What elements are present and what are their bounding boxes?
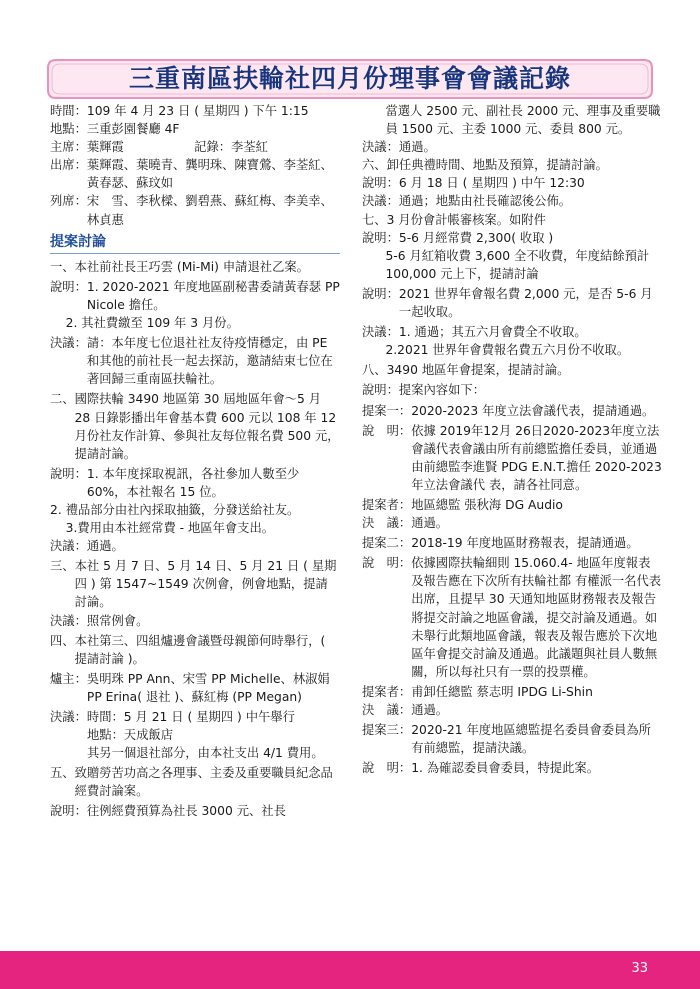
info-text: 葉輝霞、葉曉青、龔明珠、陳寶鶯、李荃紅、黃春瑟、蘇玟如 (86, 158, 333, 191)
item-label: 提案者： (362, 684, 412, 699)
item-label: 四、 (50, 633, 75, 648)
info-label: 主席： (50, 140, 87, 155)
item-text: 地點：天成飯店 (87, 728, 174, 743)
item-label: 說明： (362, 286, 399, 301)
item-text: 3.費用由本社經常費 - 地區年會支出。 (50, 521, 275, 536)
agenda-item (362, 701, 662, 719)
item-text: 卸任典禮時間、地點及預算，提請討論。 (386, 158, 608, 173)
info-row (50, 192, 340, 228)
left-column (50, 102, 340, 821)
agenda-item (362, 102, 662, 138)
section-heading: 提案討論 (50, 233, 340, 254)
agenda-item (362, 381, 662, 399)
info-row (50, 138, 340, 156)
footer-bar (0, 951, 700, 989)
item-label: 八、 (362, 363, 387, 378)
item-label: 決議： (50, 613, 87, 628)
agenda-item (362, 402, 662, 420)
agenda-item (50, 744, 340, 762)
item-text: 依據 2019年12月 26日2020-2023年度立法會議代表會議由所有前總監擔任委員，並通過由前總監李進賢 PDG E.N.T.擔任 2020-2023年立法會議代 表，請各社同意。 (411, 423, 662, 492)
item-text: 1. 為確認委員會委員，特提此案。 (411, 761, 600, 776)
item-label: 六、 (362, 158, 387, 173)
item-label: 五、 (50, 766, 75, 781)
item-text: 6 月 18 日 ( 星期四 ) 中午 12:30 (398, 176, 585, 191)
item-label: 說明： (362, 383, 399, 398)
item-label (362, 102, 385, 138)
item-label: 七、 (362, 212, 387, 227)
item-text: 1. 本年度採取視訊，各社參加人數至少 60%，本社報名 15 位。 (86, 466, 300, 499)
title-banner (46, 58, 654, 100)
item-label: 說 明： (362, 761, 412, 776)
item-text: 請：本年度七位退社社友待疫情穩定，由 PE 和其他的前社長一起去探訪，邀請結束七位在著回歸三重南區扶輪社。 (86, 336, 333, 387)
agenda-item (50, 537, 340, 555)
item-label: 決議： (362, 194, 399, 209)
item-text: 依據國際扶輪細則 15.060.4- 地區年度報表及報告應在下次所有扶輪社都 有權派一名代表出席，且提早 30 天通知地區財務報表及報告將提交討論之地區會議，提交討論及通過。如未舉行此類地區會議，報表及報告應於下次地區年會提交討論及通過。此議題與社員人數無關，所以每社只有一票的投票權。 (411, 556, 662, 679)
info-label: 出席： (50, 158, 87, 173)
item-text: 往例經費預算為社長 3000 元、社長 (86, 804, 286, 819)
agenda-item (362, 156, 662, 174)
item-label: 二、 (50, 392, 75, 407)
agenda-item (362, 514, 662, 532)
item-label: 三、 (50, 559, 75, 574)
agenda-item (50, 314, 340, 332)
item-text: 5-6 月紅箱收費 3,600 全不收費，年度結餘預計 100,000 元上下，提請討論 (385, 248, 650, 281)
item-text: 致贈勞苦功高之各理事、主委及重要職員紀念品經費討論案。 (74, 766, 333, 799)
item-text: 5-6 月經常費 2,300( 收取 ) (398, 230, 554, 245)
item-text: 本社前社長王巧雲 (Mi-Mi) 申請退社乙案。 (74, 259, 309, 274)
agenda-item (362, 323, 662, 341)
item-text: 通過；地點由社長確認後公佈。 (398, 194, 572, 209)
agenda-item (362, 422, 662, 494)
agenda-item (362, 138, 662, 156)
item-text: 吳明珠 PP Ann、宋雪 PP Michelle、林淑娟 PP Erina( 退社 )、蘇紅梅 (PP Megan) (86, 671, 330, 704)
item-text: 通過。 (411, 516, 449, 531)
item-label: 說明： (50, 466, 87, 481)
right-column (362, 102, 662, 777)
item-text: 2021 世界年會報名費 2,000 元，是否 5-6 月一起收取。 (398, 286, 653, 320)
agenda-item (362, 496, 662, 514)
agenda-item (362, 554, 662, 681)
info-label: 地點： (50, 122, 87, 137)
item-text: 地區總監 張秋海 DG Audio (411, 497, 563, 512)
item-label: 說明： (50, 804, 87, 819)
item-label: 決 議： (362, 703, 412, 717)
item-text: 當選人 2500 元、副社長 2000 元、理事及重要職員 1500 元、主委 1000 元、委員 800 元。 (385, 104, 661, 137)
info-label: 列席： (50, 194, 87, 209)
item-label: 提案一： (362, 403, 412, 418)
item-label: 提案二： (362, 536, 412, 551)
item-text: 2.2021 世界年會費報名費五六月份不收取。 (385, 343, 630, 358)
info-label: 時間： (50, 104, 87, 118)
item-text: 通過。 (86, 539, 124, 554)
item-label: 說明： (362, 230, 399, 245)
item-label: 決議： (362, 140, 399, 155)
item-label: 決 議： (362, 516, 412, 531)
agenda-item (362, 721, 662, 757)
item-text: 通過。 (398, 140, 436, 155)
item-text: 2. 其社費繳至 109 年 3 月份。 (50, 316, 239, 331)
item-label: 決議： (362, 325, 399, 340)
info-row (50, 120, 340, 138)
agenda-item (50, 670, 340, 706)
agenda-item (50, 334, 340, 388)
agenda-item (362, 247, 662, 283)
item-label: 一、 (50, 259, 75, 274)
item-text: 通過。 (411, 703, 449, 717)
item-text: 2018-19 年度地區財務報表，提請通過。 (411, 536, 639, 551)
agenda-item (50, 612, 340, 630)
item-text: 1. 2020-2021 年度地區副秘書委請黃春瑟 PP Nicole 擔任。 (86, 279, 340, 312)
info-text: 葉輝霞 記錄：李荃紅 (86, 140, 268, 155)
agenda-item (362, 341, 662, 359)
info-row (50, 102, 340, 120)
item-text: 提案內容如下： (398, 383, 485, 398)
item-label: 說 明： (362, 423, 412, 438)
agenda-item (50, 557, 340, 611)
agenda-item (50, 726, 340, 744)
agenda-item (362, 534, 662, 552)
agenda-item (362, 192, 662, 210)
item-label: 決議： (50, 539, 87, 554)
agenda-item (50, 708, 340, 726)
item-text: 照常例會。 (86, 613, 149, 628)
item-text: 本社 5 月 7 日、5 月 14 日、5 月 21 日 ( 星期四 ) 第 1547~1549 次例會，例會地點，提請討論。 (74, 559, 337, 610)
agenda-item (362, 683, 662, 701)
agenda-item (50, 632, 340, 668)
agenda-item (362, 229, 662, 247)
agenda-item (50, 764, 340, 800)
info-row (50, 156, 340, 192)
page-number: 33 (631, 961, 648, 976)
item-text: 國際扶輪 3490 地區第 30 屆地區年會～5 月 28 日錄影播出年會基本費 600 元以 108 年 12 月份社友作計算、參與社友每位報名費 500 元，提請討論。 (74, 392, 340, 461)
item-label: 決議： (50, 336, 87, 351)
item-text: 2. 禮品部分由社內採取抽籤，分發送給社友。 (50, 502, 300, 517)
item-label: 決議： (50, 710, 87, 724)
page-title: 三重南區扶輪社四月份理事會會議記錄 (128, 64, 571, 93)
item-label (362, 247, 385, 283)
item-text: 1. 通過；其五六月會費全不收取。 (398, 325, 587, 340)
agenda-item (362, 211, 662, 229)
item-label: 說 明： (362, 556, 412, 571)
item-text: 時間：5 月 21 日 ( 星期四 ) 中午舉行 (86, 710, 295, 724)
item-text: 本社第三、四組爐邊會議暨母親節何時舉行，( 提請討論 )。 (74, 633, 326, 666)
agenda-item (50, 802, 340, 820)
item-label: 說明： (50, 279, 87, 294)
item-label (362, 341, 385, 359)
agenda-item (50, 501, 340, 519)
agenda-item (50, 519, 340, 537)
item-label: 提案者： (362, 497, 412, 512)
agenda-item (362, 174, 662, 192)
agenda-item (50, 278, 340, 314)
agenda-item (50, 390, 340, 462)
info-text: 三重彭園餐廳 4F (86, 122, 180, 137)
agenda-item (362, 759, 662, 777)
agenda-item (50, 465, 340, 501)
agenda-item (362, 285, 662, 321)
info-text: 宋 雪、李秋樑、劉碧燕、蘇紅梅、李美幸、林貞惠 (86, 194, 333, 227)
agenda-item (362, 361, 662, 379)
item-text: 甫卸任總監 蔡志明 IPDG Li-Shin (411, 684, 593, 699)
info-text: 109 年 4 月 23 日 ( 星期四 ) 下午 1:15 (86, 104, 309, 118)
agenda-item (50, 258, 340, 276)
item-text: 3 月份會計帳審核案。如附件 (386, 212, 546, 227)
item-label: 爐主： (50, 671, 87, 686)
item-label: 提案三： (362, 723, 412, 738)
item-text: 2020-2023 年度立法會議代表，提請通過。 (411, 403, 655, 418)
item-label: 說明： (362, 176, 399, 191)
item-text: 2020-21 年度地區總監提名委員會委員為所有前總監，提請決議。 (411, 723, 651, 756)
item-text: 其另一個退社部分，由本社支出 4/1 費用。 (87, 746, 324, 761)
item-text: 3490 地區年會提案，提請討論。 (386, 363, 570, 378)
